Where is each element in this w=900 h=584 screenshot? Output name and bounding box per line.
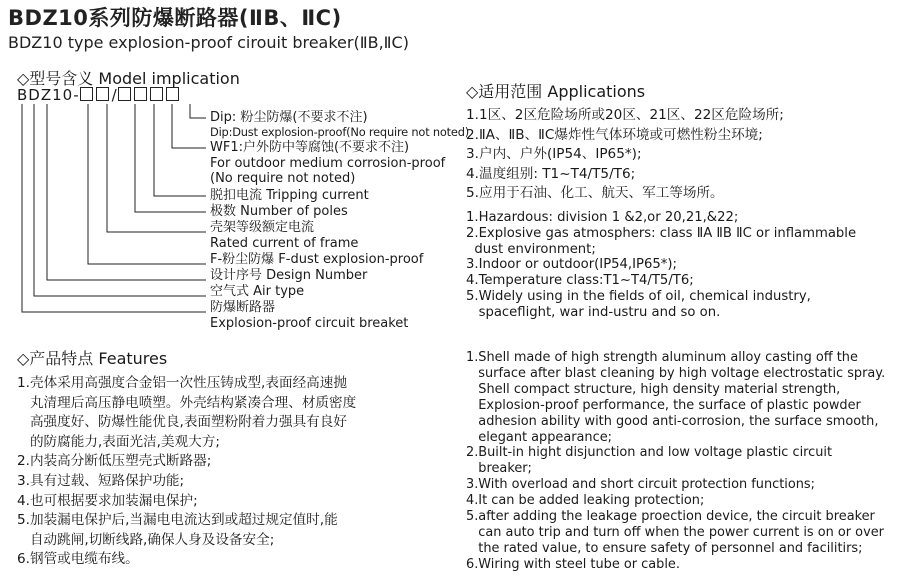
label-wf1-en: For outdoor medium corrosion-proof <box>210 156 446 171</box>
list-item: 5.应用于石油、化工、航天、军工等场所。 <box>466 185 724 201</box>
features-heading: ◇产品特点 Features <box>17 349 168 368</box>
list-item: Explosion-proof performance, the surface of plastic powder <box>466 397 861 413</box>
label-frame-cn: 壳架等级额定电流 <box>210 220 315 235</box>
label-wf1-cn: WF1:户外防中等腐蚀(不要求不注) <box>210 140 410 155</box>
list-item: 丸清理后高压静电喷塑。外壳结构紧凑合理、材质密度 <box>17 394 357 411</box>
list-item: Shell compact structure, high density material strength, <box>466 381 841 397</box>
list-item: 5.after adding the leakage proection device, the circuit breaker <box>466 509 875 525</box>
list-item: 3.户内、户外(IP54、IP65*); <box>466 146 642 162</box>
page-subtitle: BDZ10 type explosion-proof cirouit breaker(ⅡB,ⅡC) <box>8 33 409 52</box>
label-wf1-note: (No require not noted) <box>210 171 356 186</box>
applications-en-list <box>466 210 856 321</box>
features-cn-list <box>17 374 356 570</box>
list-item: 5.Widely using in the fields of oil, chemical industry, <box>466 288 811 304</box>
list-item: adhesion ability with good anti-corrosion, the surface smooth, <box>466 413 879 429</box>
page-title: BDZ10系列防爆断路器(ⅡB、ⅡC) <box>8 6 342 30</box>
model-heading: ◇型号含义 Model implication <box>17 69 240 88</box>
list-item: spaceflight, war ind-ustru and so on. <box>466 304 721 320</box>
label-frame-en: Rated current of frame <box>210 236 359 251</box>
list-item: 1.壳体采用高强度合金铝一次性压铸成型,表面经高速抛 <box>17 375 347 391</box>
list-item: 6.钢管或电缆布线。 <box>17 551 139 568</box>
list-item: can auto trip and turn off when the power current is on or over <box>466 524 884 540</box>
list-item: 1.Hazardous: division 1 &2,or 20,21,&22; <box>466 210 739 225</box>
label-breaker-cn: 防爆断路器 <box>210 300 276 315</box>
applications-heading: ◇适用范围 Applications <box>466 82 646 101</box>
list-item: the rated value, to ensure safety of personnel and facilitirs; <box>466 540 863 556</box>
label-design: 设计序号 Design Number <box>210 268 368 283</box>
list-item: 2.Explosive gas atmosphers: class ⅡA ⅡB ⅡC or inflammable <box>466 225 857 241</box>
list-item: 4.温度组别: T1~T4/T5/T6; <box>466 165 636 182</box>
label-air: 空气式 Air type <box>210 284 305 299</box>
list-item: 3.Indoor or outdoor(IP54,IP65*); <box>466 257 677 273</box>
list-item: 6.Wiring with steel tube or cable. <box>466 556 680 572</box>
label-dip-cn: Dip: 粉尘防爆(不要求不注) <box>210 110 368 125</box>
list-item: 4.Temperature class:T1~T4/T5/T6; <box>466 273 694 289</box>
list-item: elegant appearance; <box>466 429 612 445</box>
list-item: breaker; <box>466 461 532 477</box>
list-item: 4.It can be added leaking protection; <box>466 493 705 509</box>
label-dust: F-粉尘防爆 F-dust explosion-proof <box>210 252 424 267</box>
list-item: 2.内装高分断低压塑壳式断路器; <box>17 453 212 470</box>
label-dip-en: Dip:Dust explosion-proof(No require not noted) <box>210 125 470 139</box>
list-item: surface after blast cleaning by high voltage electrostatic spray. <box>466 365 886 381</box>
label-poles: 极数 Number of poles <box>210 204 348 219</box>
list-item: 5.加装漏电保护后,当漏电电流达到或超过规定值时,能 <box>17 512 338 529</box>
list-item: 高强度好、防爆性能优良,表面塑粉附着力强具有良好 <box>17 414 347 431</box>
list-item: 2.Built-in hight disjunction and low voltage plastic circuit <box>466 445 833 461</box>
label-breaker-en: Explosion-proof circuit breaket <box>210 316 409 331</box>
model-code-prefix: BDZ10- <box>17 86 80 104</box>
model-code-sep: / <box>111 86 118 104</box>
list-item: 1.Shell made of high strength aluminum alloy casting off the <box>466 350 858 365</box>
list-item: dust environment; <box>466 241 596 257</box>
features-en-list <box>466 350 885 573</box>
list-item: 3.With overload and short circuit protection functions; <box>466 477 815 493</box>
applications-cn-list <box>466 106 784 204</box>
list-item: 1.1区、2区危险场所或20区、21区、22区危险场所; <box>466 107 784 123</box>
list-item: 的防腐能力,表面光洁,美观大方; <box>17 433 220 450</box>
list-item: 2.ⅡA、ⅡB、ⅡC爆炸性气体环境或可燃性粉尘环境; <box>466 126 763 143</box>
label-tripping: 脱扣电流 Tripping current <box>210 188 369 203</box>
list-item: 自动跳闸,切断线路,确保人身及设备安全; <box>17 531 275 548</box>
list-item: 3.具有过载、短路保护功能; <box>17 472 185 489</box>
list-item: 4.也可根据要求加装漏电保护; <box>17 492 198 509</box>
